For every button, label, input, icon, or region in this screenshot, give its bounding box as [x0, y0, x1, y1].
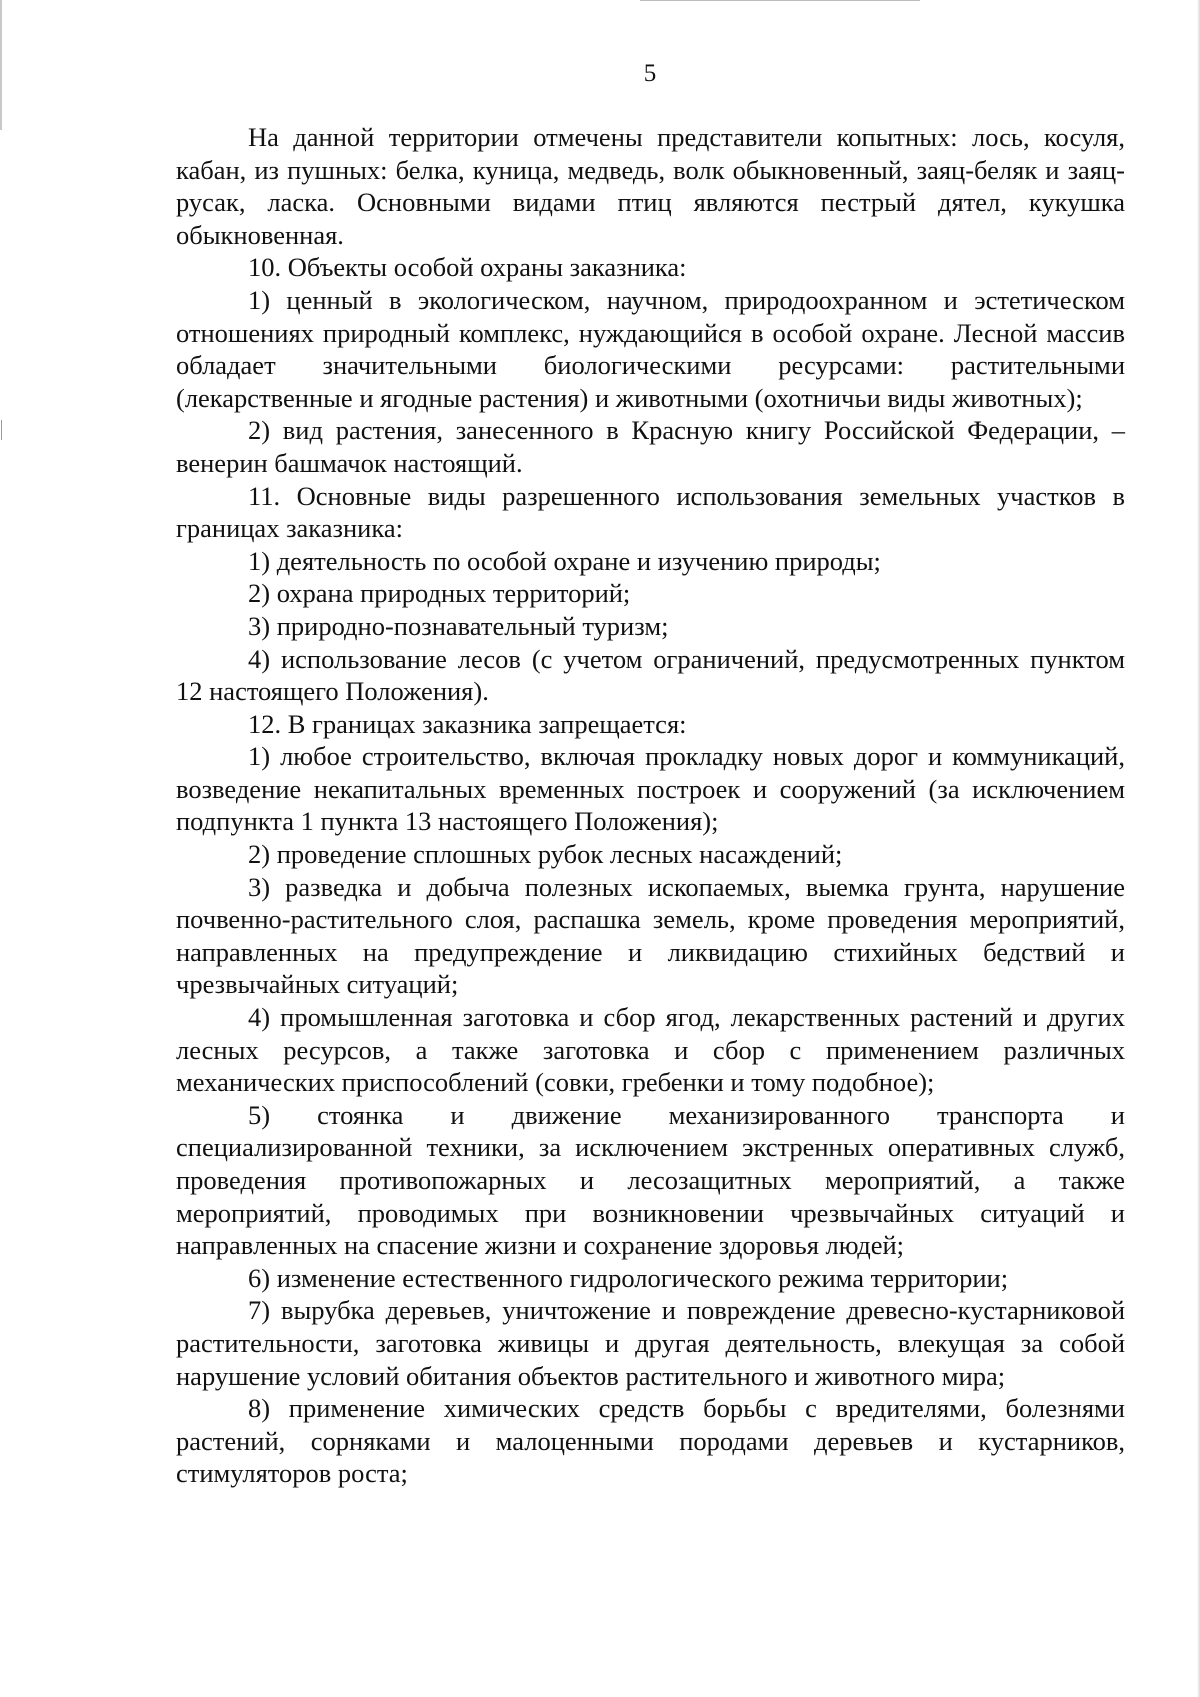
paragraph-section-12-item-7: 7) вырубка деревьев, уничтожение и повреждение древесно-кустарниковой растительности, заготовка живицы и другая деятельность, влекущая за собой нарушение условий обитания объектов растительного и животного мира;: [176, 1295, 1125, 1391]
paragraph-section-12-item-1: 1) любое строительство, включая прокладку новых дорог и коммуникаций, возведение некапитальных временных построек и сооружений (за исключением подпункта 1 пункта 13 настоящего Положения);: [176, 741, 1125, 837]
paragraph-fauna: На данной территории отмечены представители копытных: лось, косуля, кабан, из пушных: белка, куница, медведь, волк обыкновенный, заяц-беляк и заяц-русак, ласка. Основными видами птиц являются пестрый дятел, кукушка обыкновенная.: [176, 122, 1125, 250]
paragraph-section-10-item-2: 2) вид растения, занесенного в Красную книгу Российской Федерации, – венерин башмачок настоящий.: [176, 415, 1125, 478]
paragraph-section-12-item-3: 3) разведка и добыча полезных ископаемых, выемка грунта, нарушение почвенно-растительного слоя, распашка земель, кроме проведения мероприятий, направленных на предупреждение и ликвидацию стихийных бедствий и чрезвычайных ситуаций;: [176, 871, 1125, 1000]
paragraph-section-10-heading: 10. Объекты особой охраны заказника:: [248, 252, 687, 283]
paragraph-section-11-item-3: 3) природно-познавательный туризм;: [248, 610, 669, 641]
page-number: 5: [643, 60, 657, 87]
paragraph-section-12-item-2: 2) проведение сплошных рубок лесных насаждений;: [248, 839, 843, 870]
paragraph-section-11-item-4: 4) использование лесов (с учетом ограничений, предусмотренных пунктом 12 настоящего Положения).: [176, 643, 1125, 707]
paragraph-section-10-item-1: 1) ценный в экологическом, научном, природоохранном и эстетическом отношениях природный комплекс, нуждающийся в особой охране. Лесной массив обладает значительными биологическими ресурсами: растительными (лекарственные и ягодные растения) и животными (охотничьи виды животных);: [176, 284, 1125, 413]
scan-left-mark: [1, 420, 2, 440]
document-body: [176, 121, 1125, 1490]
paragraph-section-12-item-6: 6) изменение естественного гидрологического режима территории;: [248, 1262, 1009, 1293]
paragraph-section-11-item-1: 1) деятельность по особой охране и изучению природы;: [248, 545, 881, 576]
scan-top-edge: [640, 0, 920, 1]
paragraph-section-12-item-4: 4) промышленная заготовка и сбор ягод, лекарственных растений и других лесных ресурсов, а также заготовка и сбор с применением различных механических приспособлений (совки, гребенки и тому подобное);: [176, 1002, 1125, 1098]
paragraph-section-12-heading: 12. В границах заказника запрещается:: [248, 708, 687, 739]
paragraph-section-11-item-2: 2) охрана природных территорий;: [248, 578, 631, 609]
paragraph-section-11-heading: 11. Основные виды разрешенного использования земельных участков в границах заказника:: [176, 480, 1125, 544]
paragraph-section-12-item-8: 8) применение химических средств борьбы с вредителями, болезнями растений, сорняками и малоценными породами деревьев и кустарников, стимуляторов роста;: [176, 1393, 1125, 1489]
paragraph-section-12-item-5: 5) стоянка и движение механизированного транспорта и специализированной техники, за исключением экстренных оперативных служб, проведения противопожарных и лесозащитных мероприятий, а также мероприятий, проводимых при возникновении чрезвычайных ситуаций и направленных на спасение жизни и сохранение здоровья людей;: [176, 1099, 1125, 1261]
